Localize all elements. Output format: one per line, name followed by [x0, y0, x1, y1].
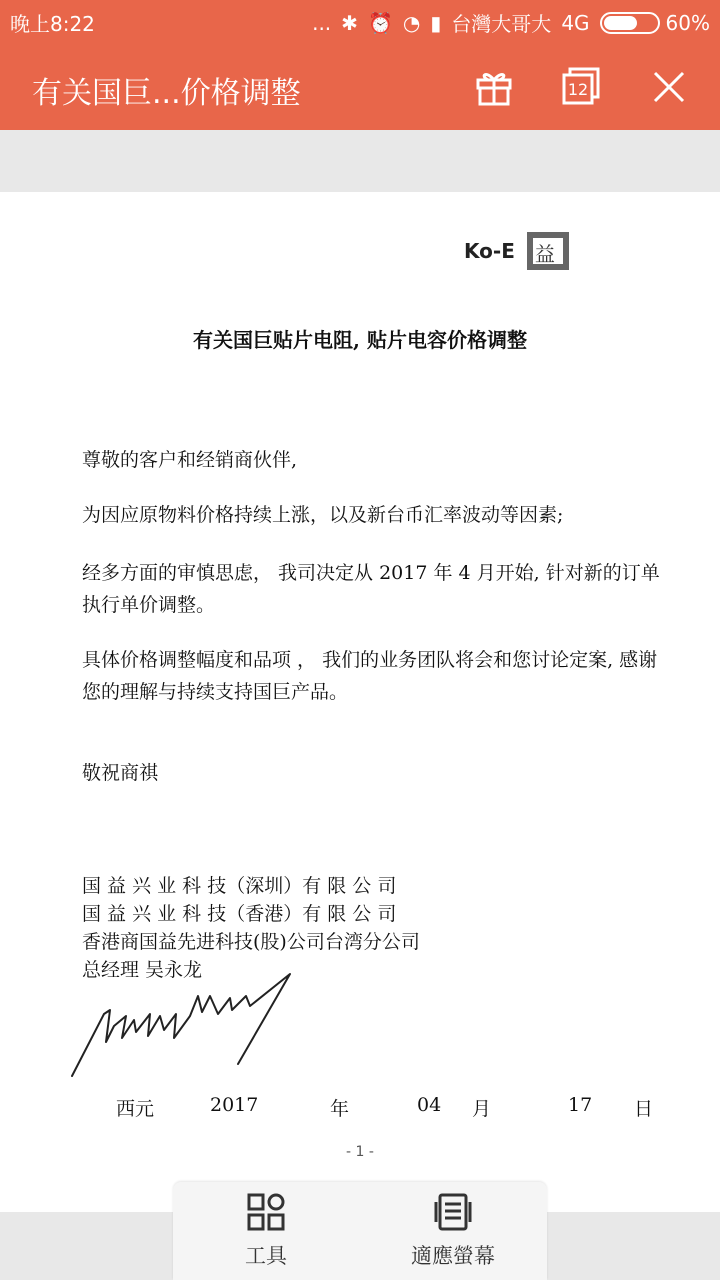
date-year-label: 年	[330, 1098, 350, 1120]
company-2: 国 益 兴 业 科 技（香港）有 限 公 司	[82, 903, 397, 925]
more-dots: ...	[312, 10, 332, 35]
closing: 敬祝商祺	[82, 762, 159, 784]
signature	[70, 972, 300, 1092]
gift-icon	[476, 68, 512, 106]
page-number: - 1 -	[346, 1144, 374, 1160]
paragraph-3: 具体价格调整幅度和品项 ， 我们的业务团队将会和您讨论定案, 感谢您的理解与持续支持国巨产品。	[82, 649, 658, 703]
fit-screen-label: 適應螢幕	[411, 1244, 495, 1268]
date-day-label: 日	[634, 1098, 654, 1120]
signal-icon: ▮	[430, 10, 442, 35]
alarm-icon: ⏰	[367, 10, 393, 35]
fit-screen-button[interactable]	[393, 1192, 513, 1270]
letter-title: 有关国巨贴片电阻, 贴片电容价格调整	[193, 328, 527, 352]
tools-icon	[246, 1192, 286, 1232]
toolbar-top	[0, 40, 720, 130]
gift-button[interactable]	[467, 60, 521, 114]
date-year: 2017	[210, 1094, 259, 1116]
company-list	[82, 872, 420, 984]
tabs-icon	[562, 67, 602, 107]
manager-line: 总经理 吴永龙	[82, 959, 203, 981]
bottom-toolbar	[173, 1182, 547, 1280]
date-month: 04	[417, 1094, 442, 1116]
tools-button[interactable]	[206, 1192, 326, 1270]
app-header	[0, 0, 720, 130]
logo-mark	[527, 232, 569, 270]
tabs-button[interactable]	[555, 60, 609, 114]
company-1: 国 益 兴 业 科 技（深圳）有 限 公 司	[82, 875, 397, 897]
status-time: 晚上8:22	[10, 12, 95, 36]
battery-icon	[600, 12, 660, 34]
company-logo	[464, 232, 569, 270]
wifi-icon: ◔	[402, 10, 421, 35]
date-day: 17	[568, 1094, 593, 1116]
network-type: 4G	[561, 10, 590, 35]
battery	[600, 11, 710, 35]
status-bar	[0, 0, 720, 40]
company-3: 香港商国益先进科技(股)公司台湾分公司	[82, 931, 420, 953]
date-month-label: 月	[472, 1098, 492, 1120]
tabs-count: 12	[567, 80, 589, 99]
paragraph-1: 为因应原物料价格持续上涨，以及新台币汇率波动等因素;	[82, 504, 564, 526]
carrier-name: 台灣大哥大	[451, 12, 552, 36]
fit-screen-icon	[433, 1192, 473, 1232]
paragraph-2: 经多方面的审慎思虑， 我司决定从 2017 年 4 月开始, 针对新的订单执行单价调整。	[82, 562, 660, 616]
status-right	[312, 8, 710, 37]
greeting: 尊敬的客户和经销商伙伴,	[82, 449, 298, 471]
logo-char: 益	[534, 242, 555, 266]
document-title: 有关国巨...价格调整	[32, 76, 301, 111]
date-era: 西元	[116, 1098, 155, 1120]
tools-label: 工具	[245, 1244, 287, 1268]
logo-text: Ko-E	[464, 239, 515, 263]
battery-percent: 60%	[665, 10, 710, 35]
document-page	[0, 192, 720, 1212]
close-icon	[651, 69, 687, 105]
bluetooth-icon: ✱	[341, 10, 358, 35]
close-button[interactable]	[642, 60, 696, 114]
